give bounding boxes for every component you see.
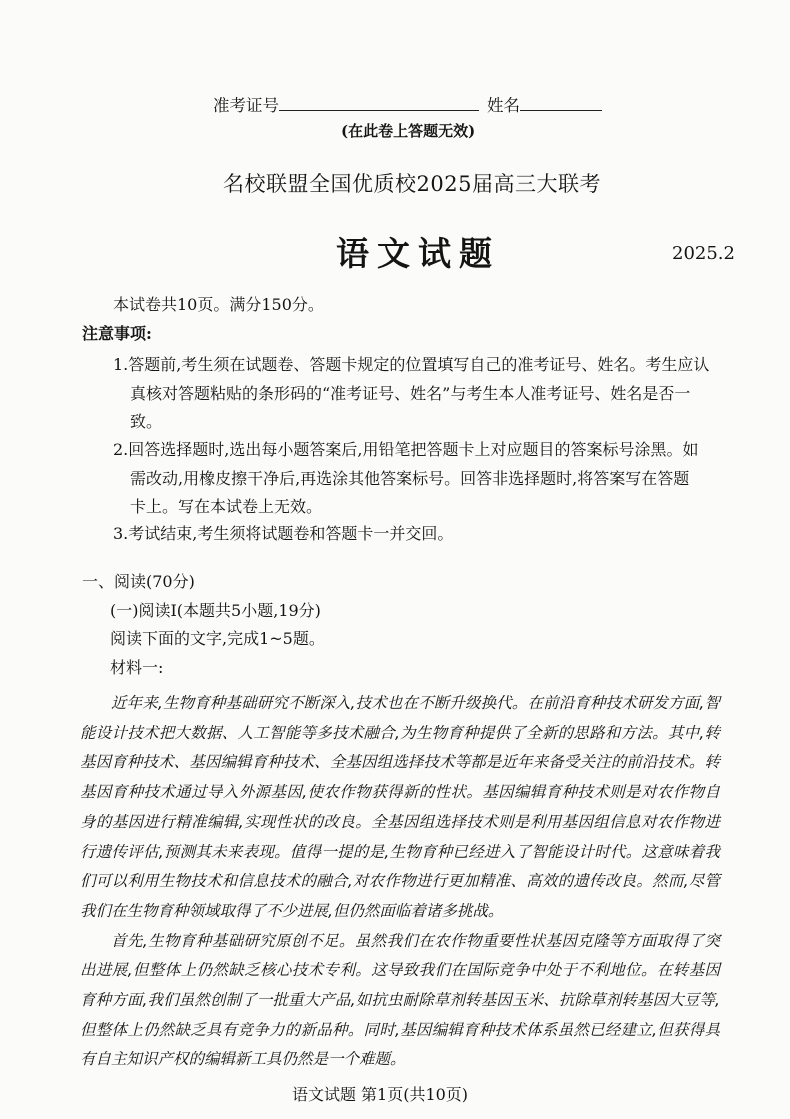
exam-date: 2025.2 [672,243,735,264]
name-blank [520,96,602,111]
paper-intro: 本试卷共10页。满分150分。 [113,295,324,314]
reading-passage [80,689,720,1075]
page-footer: 语文试题 第1页(共10页) [291,1085,469,1104]
section-title: 一、阅读(70分) [82,572,195,591]
reading-instruction: 阅读下面的文字,完成1~5题。 [110,629,325,648]
notice-line: 2.回答选择题时,选出每小题答案后,用铅笔把答题卡上对应题目的答案标号涂黑。如 [113,440,699,459]
passage-paragraph: 首先,生物育种基础研究原创不足。虽然我们在农作物重要性状基因克隆等方面取得了突出进展,但整体上仍然缺乏核心技术专利。这导致我们在国际竞争中处于不利地位。在转基因育种方面,我们虽然创制了一批重大产品,如抗虫耐除草剂转基因玉米、抗除草剂转基因大豆等,但整体上仍然缺乏具有竞争力的新品种。同时,基因编辑育种技术体系虽然已经建立,但获得具有自主知识产权的编辑新工具仍然是一个难题。 [80,931,720,1069]
exam-number-blank [279,96,479,111]
notice-line: 3.考试结束,考生须将试题卷和答题卡一并交回。 [113,524,454,543]
exam-number-label: 准考证号 [213,96,279,115]
exam-title: 名校联盟全国优质校2025届高三大联考 [223,172,601,196]
notice-line: 需改动,用橡皮擦干净后,再选涂其他答案标号。回答非选择题时,将答案写在答题 [130,469,690,488]
invalid-answer-note: (在此卷上答题无效) [341,122,476,140]
notice-heading: 注意事项: [82,324,152,343]
notice-line: 1.答题前,考生须在试题卷、答题卡规定的位置填写自己的准考证号、姓名。考生应认 [113,355,710,374]
name-label: 姓名 [487,96,520,115]
subject-title: 语文试题 [336,234,500,273]
notice-line: 真核对答题粘贴的条形码的“准考证号、姓名”与考生本人准考证号、姓名是否一 [130,384,691,403]
notice-line: 卡上。写在本试卷上无效。 [130,497,323,516]
material-label: 材料一: [110,658,164,677]
notice-line: 致。 [130,412,163,431]
candidate-info-line [213,92,602,116]
passage-paragraph: 近年来,生物育种基础研究不断深入,技术也在不断升级换代。在前沿育种技术研发方面,智能设计技术把大数据、人工智能等多技术融合,为生物育种提供了全新的思路和方法。其中,转基因育种技术、基因编辑育种技术、全基因组选择技术等都是近年来备受关注的前沿技术。转基因育种技术通过导入外源基因,使农作物获得新的性状。基因编辑育种技术则是对农作物自身的基因进行精准编辑,实现性状的改良。全基因组选择技术则是利用基因组信息对农作物进行遗传评估,预测其未来表现。值得一提的是,生物育种已经进入了智能设计时代。这意味着我们可以利用生物技术和信息技术的融合,对农作物进行更加精准、高效的遗传改良。然而,尽管我们在生物育种领域取得了不少进展,但仍然面临着诸多挑战。 [80,694,720,920]
subsection-title: (一)阅读Ⅰ(本题共5小题,19分) [110,601,321,620]
